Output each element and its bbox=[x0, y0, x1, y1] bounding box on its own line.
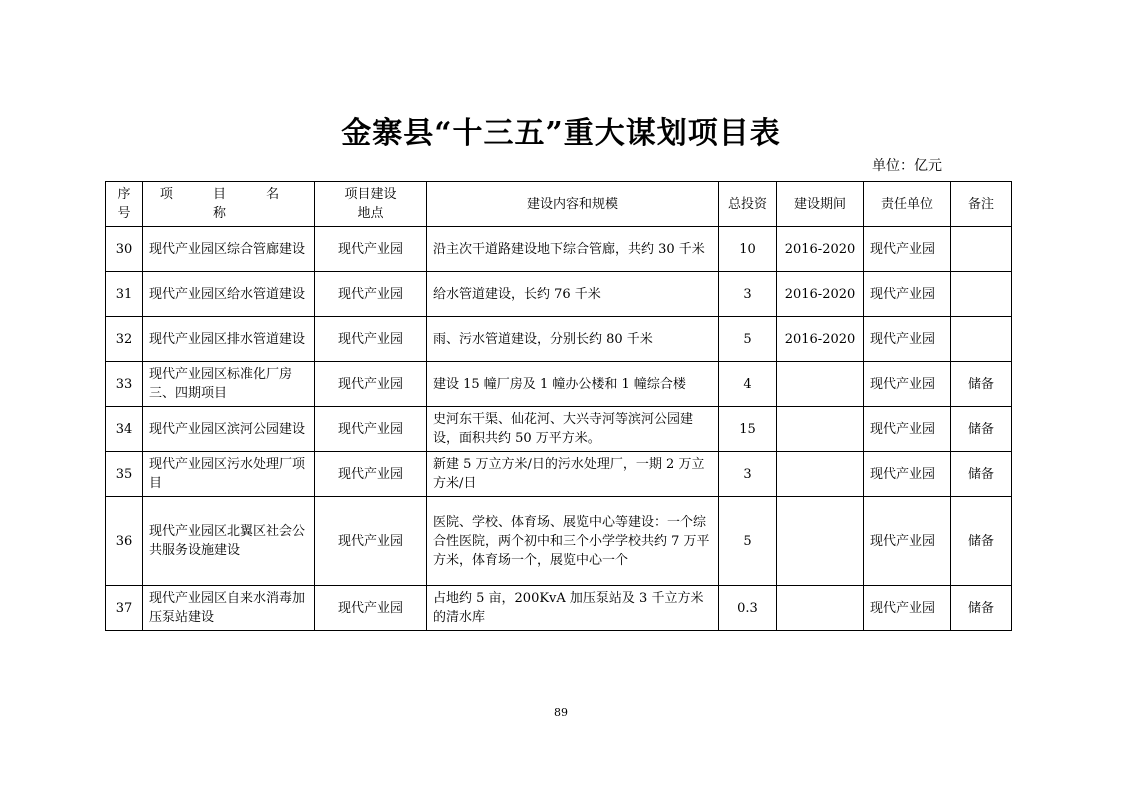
cell-no: 31 bbox=[106, 272, 143, 317]
table-row bbox=[106, 362, 1012, 407]
cell-content: 给水管道建设，长约 76 千米 bbox=[427, 272, 719, 317]
cell-no: 30 bbox=[106, 227, 143, 272]
cell-remark: 储备 bbox=[951, 407, 1012, 452]
cell-no: 35 bbox=[106, 452, 143, 497]
cell-responsible: 现代产业园 bbox=[864, 497, 951, 586]
table-row bbox=[106, 407, 1012, 452]
table-row bbox=[106, 227, 1012, 272]
cell-investment: 5 bbox=[719, 497, 777, 586]
cell-period bbox=[777, 497, 864, 586]
header-location-line2: 地点 bbox=[357, 206, 384, 221]
cell-content: 建设 15 幢厂房及 1 幢办公楼和 1 幢综合楼 bbox=[427, 362, 719, 407]
cell-name: 现代产业园区滨河公园建设 bbox=[143, 407, 315, 452]
cell-period bbox=[777, 407, 864, 452]
project-table bbox=[105, 181, 1012, 631]
cell-period bbox=[777, 452, 864, 497]
cell-investment: 10 bbox=[719, 227, 777, 272]
table-row bbox=[106, 452, 1012, 497]
cell-remark bbox=[951, 317, 1012, 362]
header-remark: 备注 bbox=[951, 182, 1012, 227]
header-name bbox=[143, 182, 315, 227]
header-content: 建设内容和规模 bbox=[427, 182, 719, 227]
cell-content: 雨、污水管道建设，分别长约 80 千米 bbox=[427, 317, 719, 362]
cell-period: 2016-2020 bbox=[777, 317, 864, 362]
table-header-row bbox=[106, 182, 1012, 227]
cell-location: 现代产业园 bbox=[315, 586, 427, 631]
cell-name: 现代产业园区自来水消毒加压泵站建设 bbox=[143, 586, 315, 631]
header-location-line1: 项目建设 bbox=[344, 187, 397, 202]
table-row bbox=[106, 317, 1012, 362]
table-row bbox=[106, 586, 1012, 631]
cell-investment: 15 bbox=[719, 407, 777, 452]
cell-period bbox=[777, 586, 864, 631]
cell-period: 2016-2020 bbox=[777, 272, 864, 317]
cell-responsible: 现代产业园 bbox=[864, 362, 951, 407]
cell-investment: 0.3 bbox=[719, 586, 777, 631]
cell-name: 现代产业园区综合管廊建设 bbox=[143, 227, 315, 272]
page-number: 89 bbox=[554, 706, 568, 719]
cell-location: 现代产业园 bbox=[315, 407, 427, 452]
cell-remark: 储备 bbox=[951, 586, 1012, 631]
page-title: 金寨县“十三五”重大谋划项目表 bbox=[341, 116, 781, 151]
table-row bbox=[106, 272, 1012, 317]
header-no: 序号 bbox=[106, 182, 143, 227]
cell-location: 现代产业园 bbox=[315, 317, 427, 362]
cell-content: 新建 5 万立方米/日的污水处理厂，一期 2 万立方米/日 bbox=[427, 452, 719, 497]
cell-content: 沿主次干道路建设地下综合管廊，共约 30 千米 bbox=[427, 227, 719, 272]
cell-name: 现代产业园区给水管道建设 bbox=[143, 272, 315, 317]
cell-investment: 3 bbox=[719, 272, 777, 317]
cell-responsible: 现代产业园 bbox=[864, 227, 951, 272]
cell-name: 现代产业园区排水管道建设 bbox=[143, 317, 315, 362]
cell-no: 36 bbox=[106, 497, 143, 586]
cell-responsible: 现代产业园 bbox=[864, 407, 951, 452]
cell-name: 现代产业园区标准化厂房三、四期项目 bbox=[143, 362, 315, 407]
cell-investment: 3 bbox=[719, 452, 777, 497]
cell-period bbox=[777, 362, 864, 407]
cell-location: 现代产业园 bbox=[315, 452, 427, 497]
table-row bbox=[106, 497, 1012, 586]
cell-location: 现代产业园 bbox=[315, 497, 427, 586]
cell-responsible: 现代产业园 bbox=[864, 586, 951, 631]
cell-no: 37 bbox=[106, 586, 143, 631]
cell-location: 现代产业园 bbox=[315, 362, 427, 407]
cell-no: 33 bbox=[106, 362, 143, 407]
header-responsible: 责任单位 bbox=[864, 182, 951, 227]
header-location bbox=[315, 182, 427, 227]
cell-responsible: 现代产业园 bbox=[864, 272, 951, 317]
header-investment: 总投资 bbox=[719, 182, 777, 227]
cell-name: 现代产业园区北翼区社会公共服务设施建设 bbox=[143, 497, 315, 586]
cell-no: 34 bbox=[106, 407, 143, 452]
cell-content: 占地约 5 亩，200KvA 加压泵站及 3 千立方米的清水库 bbox=[427, 586, 719, 631]
header-name-label: 项 目 名 称 bbox=[159, 187, 298, 221]
cell-no: 32 bbox=[106, 317, 143, 362]
cell-remark: 储备 bbox=[951, 497, 1012, 586]
cell-remark bbox=[951, 227, 1012, 272]
cell-location: 现代产业园 bbox=[315, 272, 427, 317]
cell-name: 现代产业园区污水处理厂项目 bbox=[143, 452, 315, 497]
cell-content: 史河东干渠、仙花河、大兴寺河等滨河公园建设，面积共约 50 万平方米。 bbox=[427, 407, 719, 452]
cell-remark: 储备 bbox=[951, 362, 1012, 407]
cell-responsible: 现代产业园 bbox=[864, 452, 951, 497]
cell-content: 医院、学校、体育场、展览中心等建设：一个综合性医院，两个初中和三个小学学校共约 7 万平方米，体育场一个，展览中心一个 bbox=[427, 497, 719, 586]
cell-period: 2016-2020 bbox=[777, 227, 864, 272]
cell-remark bbox=[951, 272, 1012, 317]
unit-label: 单位：亿元 bbox=[872, 158, 942, 174]
cell-remark: 储备 bbox=[951, 452, 1012, 497]
cell-responsible: 现代产业园 bbox=[864, 317, 951, 362]
header-period: 建设期间 bbox=[777, 182, 864, 227]
cell-investment: 4 bbox=[719, 362, 777, 407]
cell-location: 现代产业园 bbox=[315, 227, 427, 272]
cell-investment: 5 bbox=[719, 317, 777, 362]
